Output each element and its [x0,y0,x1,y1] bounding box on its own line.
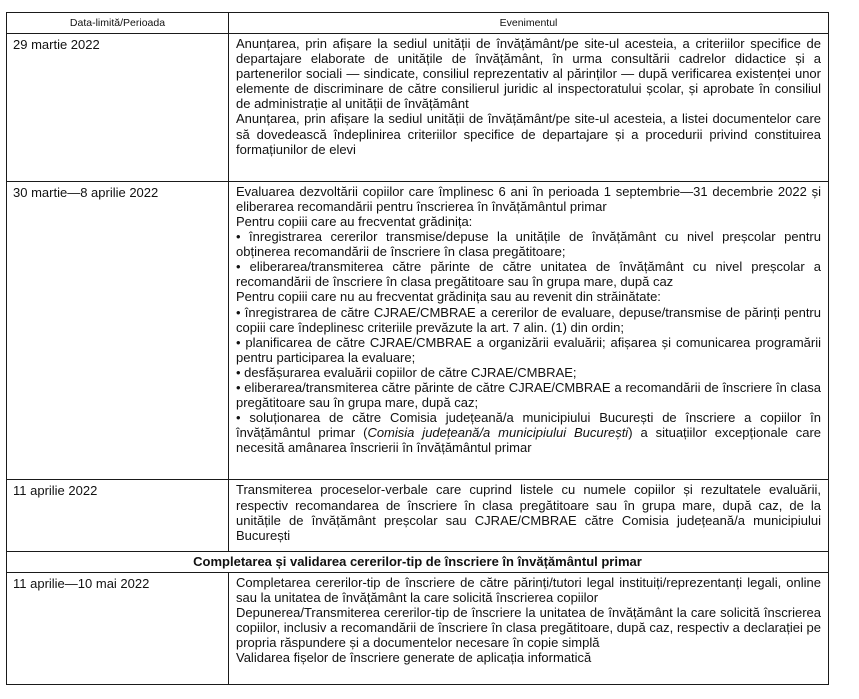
event-subheading: Pentru copiii care au frecventat grădinița: [236,213,473,229]
bullet-text: • soluționarea de către Comisia județeană/a municipiului București de înscriere a copiilor în învățământul primar ( [236,410,821,441]
row-date: 30 martie—8 aprilie 2022 [7,181,229,480]
event-paragraph: Transmiterea proceselor-verbale care cuprind listele cu numele copiilor și rezultatele evaluării, respectiv recomandarea de înscriere în clasa pregătitoare sau în grupa mare, după caz, de la unitățile de învățământ preșcolar sau CJRAE/CMBRAE către Comisia județeană/a municipiului București [236,482,821,543]
row-date: 11 aprilie 2022 [7,480,229,551]
section-heading-row [7,551,829,572]
event-bullet: • eliberarea/transmiterea către părinte de către CJRAE/CMBRAE a recomandării de înscriere în clasa pregătitoare sau în grupa mare, după caz; [236,379,821,411]
table-row [7,572,829,685]
row-event [229,572,829,685]
bullet-text: ) a situațiilor excepționale care necesită amânarea înscrierii în învățământul primar [236,425,822,456]
event-paragraph: Completarea cererilor-tip de înscriere de către părinți/tutori legal instituiți/reprezentanți legali, online sau la unitatea de învățământ la care solicită înscrierea copiilor [236,574,821,605]
event-subheading: Pentru copiii care nu au frecventat grădinița sau au revenit din străinătate: [236,289,661,305]
event-paragraph: Evaluarea dezvoltării copiilor care împlinesc 6 ani în perioada 1 septembrie—31 decembrie 2022 și eliberarea recomandării pentru înscrierea în învățământul primar [236,183,821,214]
row-event [229,34,829,182]
event-bullet: • înregistrarea cererilor transmise/depuse la unitățile de învățământ cu nivel preșcolar pentru obținerea recomandării de înscriere în clasa pregătitoare; [236,229,821,260]
event-bullet: • eliberarea/transmiterea către părinte de către unitatea de învățământ cu nivel preșcolar a recomandării de înscriere în clasa pregătitoare sau în grupa mare, după caz [236,259,821,290]
table-row [7,480,829,551]
header-date: Data-limită/Perioada [7,13,229,34]
row-date: 29 martie 2022 [7,34,229,182]
table-header-row [7,13,829,34]
event-paragraph: Anunțarea, prin afișare la sediul unității de învățământ/pe site-ul acesteia, a listei documentelor care să dovedească îndeplinirea criteriilor specifice de departajare și a procedurii privind constituirea formațiunilor de elevi [236,111,821,157]
table-row [7,34,829,182]
event-bullet: • înregistrarea de către CJRAE/CMBRAE a cererilor de evaluare, depuse/transmise de părinți pentru copiii care îndeplinesc criteriile prevăzute la art. 7 alin. (1) din ordin; [236,304,821,335]
event-paragraph: Validarea fișelor de înscriere generate de aplicația informatică [236,650,592,666]
event-paragraph: Depunerea/Transmiterea cererilor-tip de înscriere la unitatea de învățământ la care solicită înscrierea copiilor, inclusiv a recomandării de înscriere în clasa pregătitoare, după caz, respectiv a declarației pe propria răspundere și a documentelor necesare în copie simplă [236,605,821,651]
section-heading: Completarea și validarea cererilor-tip de înscriere în învățământul primar [7,551,829,572]
event-bullet: • planificarea de către CJRAE/CMBRAE a organizării evaluării; afișarea și comunicarea programării pentru participarea la evaluare; [236,334,821,365]
row-event [229,480,829,551]
row-date: 11 aprilie—10 mai 2022 [7,572,229,685]
event-bullet [236,410,821,455]
event-paragraph: Anunțarea, prin afișare la sediul unității de învățământ/pe site-ul acesteia, a criteriilor specifice de departajare elaborate de unitățile de învățământ, în urma consultării cadrelor didactice și a partenerilor sociali — sindicate, consiliul reprezentativ al părinților — după verificarea existenței unor elemente de discriminare de către consilierul juridic al inspectoratului școlar, și aprobate în consiliul de administrație al unității de învățământ [236,36,821,112]
row-event [229,181,829,480]
header-event: Evenimentul [229,13,829,34]
schedule-table [6,12,829,685]
table-row [7,181,829,480]
event-bullet: • desfășurarea evaluării copiilor de către CJRAE/CMBRAE; [236,364,577,380]
bullet-italic-text: Comisia județeană/a municipiului București [367,425,629,441]
